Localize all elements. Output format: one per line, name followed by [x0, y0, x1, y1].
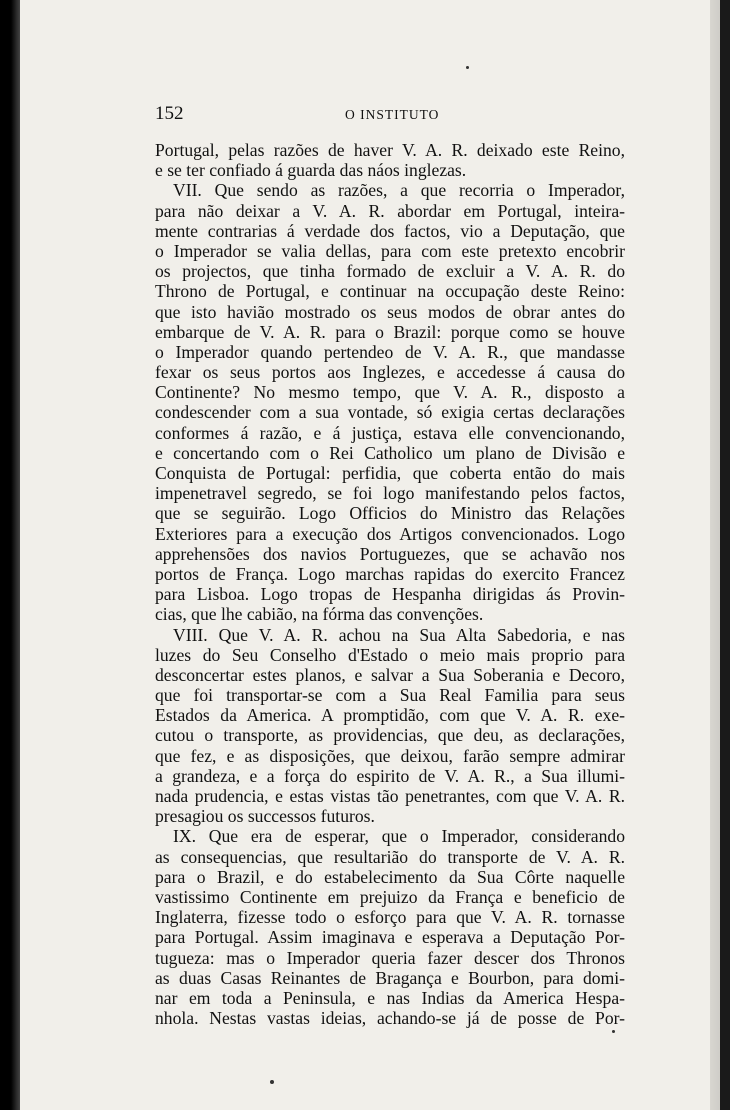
text-line: luzes do Seu Conselho d'Estado o meio mais proprio para [155, 644, 625, 665]
text-line: Estados da America. A promptidão, com que V. A. R. exe- [155, 705, 625, 726]
text-line: presagiou os successos futuros. [155, 806, 375, 827]
text-line: cutou o transporte, as providencias, que deu, as declarações, [155, 725, 625, 746]
text-line: Continente? No mesmo tempo, que V. A. R., disposto a [155, 382, 625, 403]
text-line: que se seguirão. Logo Officios do Ministro das Relações [155, 503, 625, 524]
text-line: a grandeza, e a força do espirito de V. A. R., a Sua illumi- [155, 765, 625, 786]
text-line: fexar os seus portos aos Inglezes, e accedesse á causa do [155, 362, 625, 383]
scan-left-edge [0, 0, 20, 1110]
text-line: VII. Que sendo as razões, a que recorria o Imperador, [173, 180, 625, 201]
text-line: e concertando com o Rei Catholico um plano de Divisão e [155, 442, 625, 463]
text-line: Conquista de Portugal: perfidia, que coberta então do mais [155, 463, 625, 483]
text-line: mente contrarias á verdade dos factos, vio a Deputação, que [155, 220, 625, 241]
text-line: os projectos, que tinha formado de excluir a V. A. R. do [155, 261, 625, 282]
text-line: Exteriores para a execução dos Artigos convencionados. Logo [155, 523, 625, 544]
text-line: embarque de V. A. R. para o Brazil: porque como se houve [155, 321, 625, 342]
print-speck [466, 66, 469, 69]
text-line: para o Brazil, e do estabelecimento da Sua Côrte naquelle [155, 866, 625, 887]
running-title: O INSTITUTO [345, 107, 440, 122]
text-line: VIII. Que V. A. R. achou na Sua Alta Sabedoria, e nas [173, 624, 625, 645]
text-line: o Imperador quando pertendeo de V. A. R., que mandasse [155, 341, 625, 362]
text-line: vastissimo Continente em prejuizo da França e beneficio de [155, 886, 625, 907]
text-line: IX. Que era de esperar, que o Imperador, considerando [173, 826, 625, 847]
text-line: as duas Casas Reinantes de Bragança e Bourbon, para domi- [155, 967, 625, 988]
page-number: 152 [155, 103, 184, 124]
text-line: Portugal, pelas razões de haver V. A. R. deixado este Reino, [155, 140, 625, 160]
text-line: Throno de Portugal, e continuar na occupação deste Reino: [155, 281, 625, 302]
text-line: Inglaterra, fizesse todo o esforço para que V. A. R. tornasse [155, 907, 625, 928]
text-line: portos de França. Logo marchas rapidas do exercito Francez [155, 563, 625, 584]
text-line: o Imperador se valia dellas, para com este pretexto encobrir [155, 240, 625, 261]
text-line: que fez, e as disposições, que deixou, farão sempre admirar [155, 745, 625, 766]
text-line: cias, que lhe cabião, na fórma das convenções. [155, 604, 484, 625]
text-line: para Portugal. Assim imaginava e esperava a Deputação Por- [155, 927, 625, 948]
text-line: nada prudencia, e estas vistas tão penetrantes, com que V. A. R. [155, 786, 625, 806]
text-line: nhola. Nestas vastas ideias, achando-se já de posse de Por- [155, 1008, 625, 1029]
page-header [155, 103, 625, 127]
text-line: para não deixar a V. A. R. abordar em Portugal, inteira- [155, 200, 625, 221]
text-line: conformes á razão, e á justiça, estava elle convencionando, [155, 422, 625, 443]
text-line: tugueza: mas o Imperador queria fazer descer dos Thronos [155, 947, 625, 968]
text-line: para Lisboa. Logo tropas de Hespanha dirigidas ás Provin- [155, 584, 625, 605]
text-line: e se ter confiado á guarda das náos inglezas. [155, 160, 467, 181]
text-line: desconcertar estes planos, e salvar a Sua Soberania e Decoro, [155, 664, 625, 685]
page-right-edge [710, 0, 720, 1110]
text-line: as consequencias, que resultarião do transporte de V. A. R. [155, 846, 625, 867]
text-line: apprehensões dos navios Portuguezes, que se achavão nos [155, 543, 625, 564]
print-speck [612, 1030, 615, 1033]
text-line: condescender com a sua vontade, só exigia certas declarações [155, 402, 625, 423]
text-line: impenetravel segredo, se foi logo manifestando pelos factos, [155, 483, 625, 504]
print-speck [270, 1080, 274, 1084]
text-line: que isto havião mostrado os seus modos de obrar antes do [155, 301, 625, 322]
body-text [155, 140, 625, 1028]
text-line: que foi transportar-se com a Sua Real Familia para seus [155, 685, 625, 706]
text-line: nar em toda a Peninsula, e nas Indias da America Hespa- [155, 987, 625, 1008]
